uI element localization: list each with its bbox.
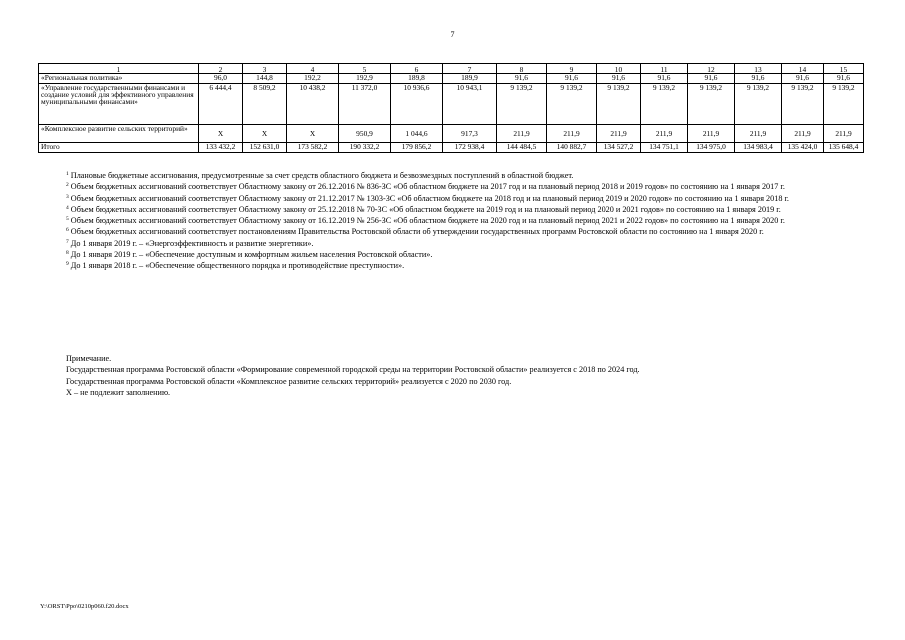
remarks-line: Х – не подлежит заполнению.	[66, 387, 171, 397]
footnote-mark: 9	[66, 261, 69, 268]
value-cell: 133 432,2	[199, 143, 243, 153]
value-cell: 135 648,4	[824, 143, 864, 153]
footnote-text: До 1 января 2019 г. – «Обеспечение доступным и комфортным жильем населения Ростовской области».	[70, 250, 433, 260]
column-number-cell: 5	[339, 64, 391, 74]
footnote-text: Плановые бюджетные ассигнования, предусмотренные за счет средств областного бюджета и безвозмездных поступлений в областной бюджет.	[70, 171, 574, 180]
value-cell: 950,9	[339, 125, 391, 143]
page-number: 7	[450, 30, 455, 39]
column-number-cell: 4	[287, 64, 339, 74]
footnote	[40, 260, 862, 271]
value-cell: 9 139,2	[641, 84, 688, 125]
value-cell: 91,6	[497, 74, 547, 84]
footnote-mark: 4	[66, 204, 69, 211]
table-row	[39, 74, 864, 84]
value-cell: 10 438,2	[287, 84, 339, 125]
footnote-text: Объем бюджетных ассигнований соответствует Областному закону от 26.12.2016 № 836-ЗС «Об областном бюджете на 2017 год и на плановый период 2018 и 2019 годов» по состоянию на 1 января 2017 г.	[70, 182, 785, 192]
value-cell: 211,9	[641, 125, 688, 143]
value-cell: 9 139,2	[547, 84, 597, 125]
footnote	[40, 170, 862, 181]
value-cell: 211,9	[597, 125, 641, 143]
row-label-cell: Итого	[39, 143, 199, 153]
value-cell: Х	[287, 125, 339, 143]
row-label-cell: «Комплексное развитие сельских территорий»	[39, 125, 199, 143]
value-cell: 917,3	[443, 125, 497, 143]
value-cell: 192,9	[339, 74, 391, 84]
value-cell: 134 751,1	[641, 143, 688, 153]
value-cell: 179 856,2	[391, 143, 443, 153]
value-cell: 134 975,0	[688, 143, 735, 153]
value-cell: 172 938,4	[443, 143, 497, 153]
table-row	[39, 84, 864, 125]
column-number-cell: 8	[497, 64, 547, 74]
footnote-text: Объем бюджетных ассигнований соответствует Областному закону от 16.12.2019 № 256-ЗС «Об областном бюджете на 2020 год и на плановый период 2021 и 2022 годов» по состоянию на 1 января 2020 г.	[70, 216, 785, 226]
file-path-footer: Y:\ORST\Ppo\0210p060.f20.docx	[40, 603, 129, 610]
footnote-text: Объем бюджетных ассигнований соответствует Областному закону от 21.12.2017 № 1303-ЗС «Об областном бюджете на 2018 год и на плановый период 2019 и 2020 годов» по состоянию на 1 января 2018 г.	[70, 193, 789, 203]
value-cell: 9 139,2	[597, 84, 641, 125]
value-cell: 91,6	[688, 74, 735, 84]
column-number-cell: 12	[688, 64, 735, 74]
column-number-cell: 13	[735, 64, 782, 74]
column-number-cell: 3	[243, 64, 287, 74]
value-cell: 135 424,0	[782, 143, 824, 153]
value-cell: 192,2	[287, 74, 339, 84]
value-cell: 10 936,6	[391, 84, 443, 125]
footnote	[40, 204, 862, 215]
value-cell: 189,8	[391, 74, 443, 84]
value-cell: 211,9	[547, 125, 597, 143]
footnotes	[40, 170, 862, 272]
value-cell: 144 484,5	[497, 143, 547, 153]
value-cell: 9 139,2	[824, 84, 864, 125]
value-cell: 211,9	[782, 125, 824, 143]
footnote	[40, 249, 862, 260]
value-cell: 152 631,0	[243, 143, 287, 153]
value-cell: 91,6	[597, 74, 641, 84]
table-row	[39, 143, 864, 153]
remarks-heading: Примечание.	[66, 354, 112, 363]
footnote-mark: 2	[66, 182, 69, 189]
column-number-cell: 15	[824, 64, 864, 74]
column-number-cell: 11	[641, 64, 688, 74]
row-label-cell: «Управление государственными финансами и создание условий для эффективного управления муниципальными финансами»	[39, 84, 199, 125]
column-number-cell: 9	[547, 64, 597, 74]
value-cell: 9 139,2	[497, 84, 547, 125]
footnote	[40, 215, 862, 226]
remarks-line: Государственная программа Ростовской области «Формирование современной городской среды на территории Ростовской области» реализуется с 2018 по 2024 год.	[66, 365, 640, 375]
footnote-text: Объем бюджетных ассигнований соответствует Областному закону от 25.12.2018 № 70-ЗС «Об областном бюджете на 2019 год и на плановый период 2020 и 2021 годов» по состоянию на 1 января 2019 г.	[70, 204, 781, 214]
footnote	[40, 181, 862, 192]
footnote	[40, 238, 862, 249]
value-cell: 211,9	[688, 125, 735, 143]
table-row	[39, 125, 864, 143]
value-cell: 91,6	[735, 74, 782, 84]
value-cell: 140 882,7	[547, 143, 597, 153]
footnote-text: До 1 января 2018 г. – «Обеспечение общественного порядка и противодействие преступности».	[70, 261, 405, 271]
footnote	[40, 226, 862, 237]
value-cell: 6 444,4	[199, 84, 243, 125]
value-cell: 211,9	[735, 125, 782, 143]
value-cell: 10 943,1	[443, 84, 497, 125]
column-number-cell: 7	[443, 64, 497, 74]
budget-table	[38, 63, 864, 153]
footnote-text: Объем бюджетных ассигнований соответствует постановлениям Правительства Ростовской области об утверждении государственных программ Ростовской области по состоянию на 1 января 2020 г.	[70, 227, 764, 237]
value-cell: 1 044,6	[391, 125, 443, 143]
value-cell: Х	[199, 125, 243, 143]
row-label-cell: «Региональная политика»	[39, 74, 199, 84]
column-number-cell: 10	[597, 64, 641, 74]
remarks-line: Государственная программа Ростовской области «Комплексное развитие сельских территорий» реализуется с 2020 по 2030 год.	[66, 376, 512, 386]
value-cell: 211,9	[497, 125, 547, 143]
column-number-cell: 6	[391, 64, 443, 74]
value-cell: 8 509,2	[243, 84, 287, 125]
value-cell: 9 139,2	[735, 84, 782, 125]
value-cell: 91,6	[547, 74, 597, 84]
footnote-mark: 5	[66, 216, 69, 223]
value-cell: 9 139,2	[688, 84, 735, 125]
value-cell: 173 582,2	[287, 143, 339, 153]
remarks	[40, 353, 862, 398]
column-number-cell: 2	[199, 64, 243, 74]
footnote-mark: 1	[66, 171, 69, 177]
table-header-row	[39, 64, 864, 74]
footnote-mark: 8	[66, 250, 69, 257]
value-cell: Х	[243, 125, 287, 143]
value-cell: 91,6	[824, 74, 864, 84]
value-cell: 144,8	[243, 74, 287, 84]
value-cell: 96,0	[199, 74, 243, 84]
footnote-text: До 1 января 2019 г. – «Энергоэффективность и развитие энергетики».	[70, 238, 314, 248]
value-cell: 9 139,2	[782, 84, 824, 125]
footnote-mark: 7	[66, 238, 69, 245]
footnote-mark: 3	[66, 193, 69, 200]
value-cell: 91,6	[782, 74, 824, 84]
column-number-cell: 14	[782, 64, 824, 74]
value-cell: 11 372,0	[339, 84, 391, 125]
value-cell: 211,9	[824, 125, 864, 143]
value-cell: 134 983,4	[735, 143, 782, 153]
footnote-mark: 6	[66, 227, 69, 234]
value-cell: 190 332,2	[339, 143, 391, 153]
value-cell: 134 527,2	[597, 143, 641, 153]
value-cell: 189,9	[443, 74, 497, 84]
column-number-cell: 1	[39, 64, 199, 74]
footnote	[40, 193, 862, 204]
value-cell: 91,6	[641, 74, 688, 84]
